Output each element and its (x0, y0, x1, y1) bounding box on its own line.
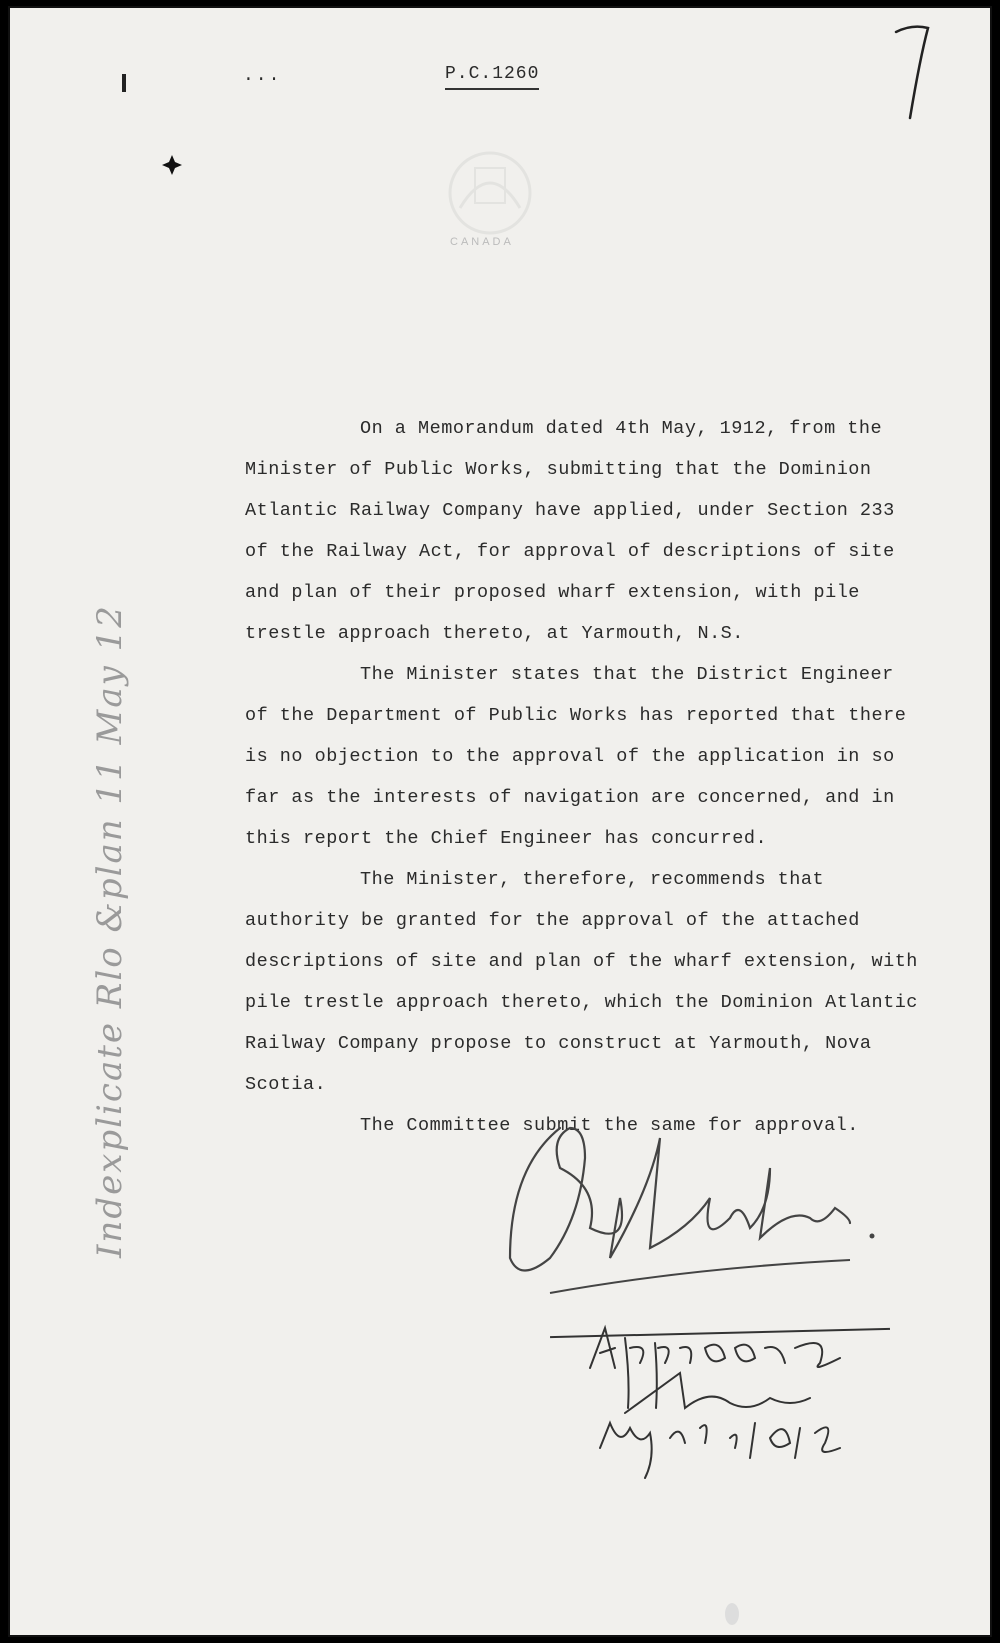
handwritten-side-note: Indexplicate Rlo &plan 11 May 12 (90, 604, 130, 1258)
watermark-text: CANADA (450, 236, 514, 248)
order-in-council-number: P.C.1260 (445, 64, 539, 90)
paragraph-memorandum: On a Memorandum dated 4th May, 1912, from the Minister of Public Works, submitting that the Dominion Atlantic Railway Company have applied, under Section 233 of the Railway Act, for approval of descriptions of site and plan of their proposed wharf extension, with pile trestle approach thereto, at Yarmouth, N.S. (245, 418, 895, 644)
paragraph-recommendation: The Minister, therefore, recommends that authority be granted for the approval of the attached descriptions of site and plan of the wharf extension, with pile trestle approach thereto, which the Dominion Atlantic Railway Company propose to construct at Yarmouth, Nova Scotia. (245, 869, 918, 1095)
margin-mark (122, 74, 126, 92)
paragraph-minister-states: The Minister states that the District Engineer of the Department of Public Works has reported that there is no objection to the approval of the application in so far as the interests of navigation are concerned, and in this report the Chief Engineer has concurred. (245, 664, 907, 849)
paper-scuff (725, 1603, 739, 1625)
approval-annotation (570, 1318, 910, 1488)
document-page (8, 6, 992, 1637)
header-dots: ... (243, 66, 282, 86)
borden-signature (490, 1108, 890, 1308)
ink-blot-icon (160, 153, 184, 177)
handwritten-page-number (890, 18, 940, 128)
paragraph-committee-submission: The Committee submit the same for approval. (360, 1115, 859, 1136)
memorandum-body (245, 408, 925, 1146)
